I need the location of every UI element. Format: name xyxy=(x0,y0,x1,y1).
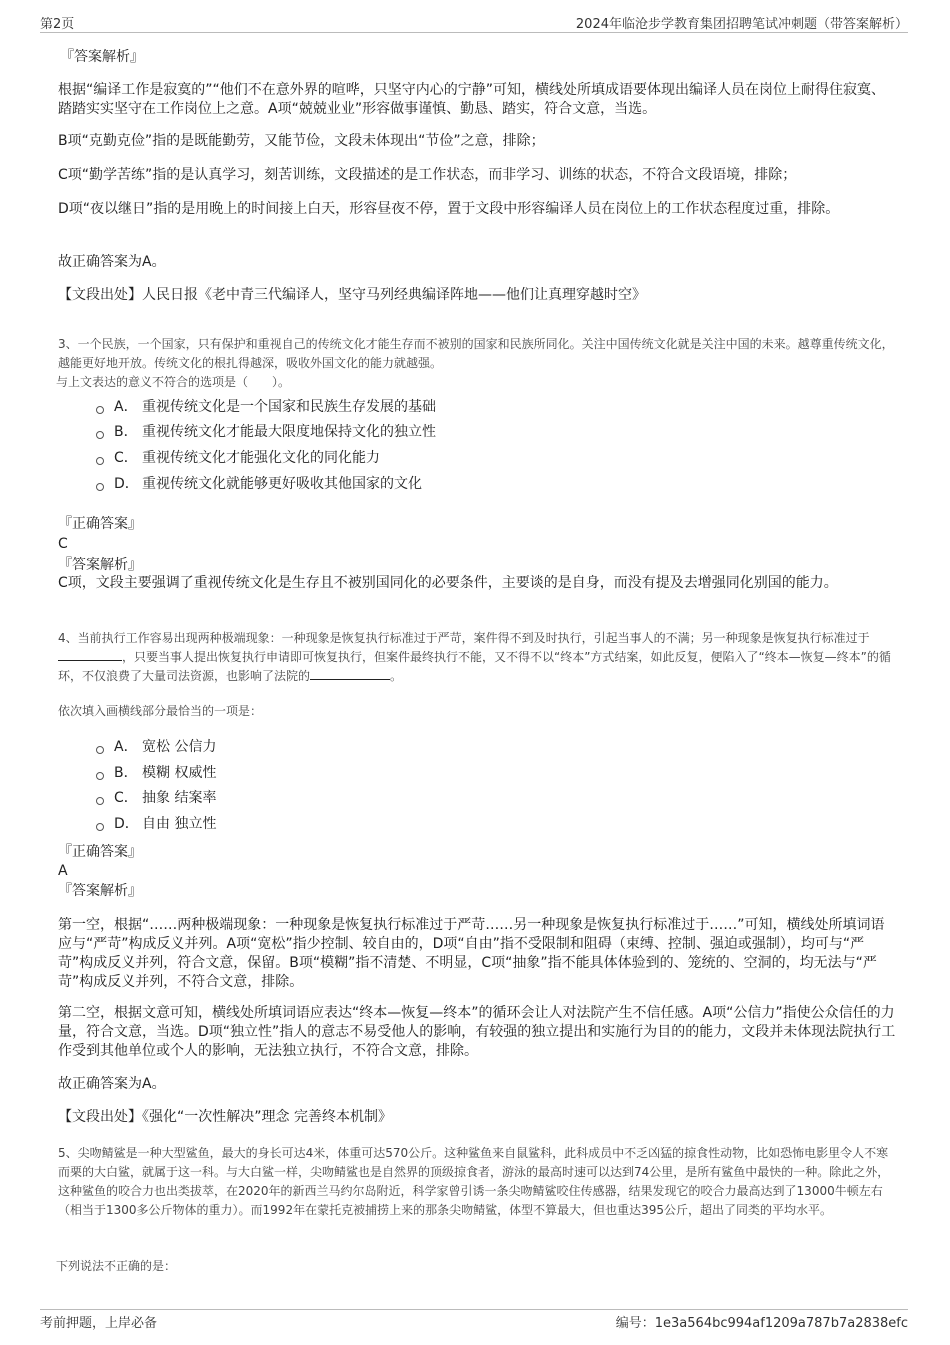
q2-analysis-para-1: 根据“编译工作是寂寞的”“他们不在意外界的喧哗，只坚守内心的宁静”可知，横线处所填成语要体现出编译人员在岗位上耐得住寂寞、踏踏实实坚守在工作岗位上之意。A项“兢兢业业”形容做事谨慎、勤恳、踏实，符合文意，当选。 xyxy=(58,82,886,117)
option-letter: C． xyxy=(114,450,138,466)
q4-stem xyxy=(58,629,898,686)
q3-option-b[interactable] xyxy=(96,423,436,442)
radio-icon[interactable] xyxy=(96,746,104,754)
q2-analysis-label: 『答案解析』 xyxy=(60,49,144,65)
radio-icon[interactable] xyxy=(96,483,104,491)
q4-answer: A xyxy=(58,863,68,879)
q4-option-a[interactable] xyxy=(96,738,216,757)
option-letter: B． xyxy=(114,424,138,440)
q2-source: 【文段出处】人民日报《老中青三代编译人，坚守马列经典编译阵地——他们让真理穿越时空》 xyxy=(58,287,646,303)
q3-option-d[interactable] xyxy=(96,475,422,494)
q4-analysis-para-2: 第二空，根据文意可知，横线处所填词语应表达“终本—恢复—终本”的循环会让人对法院产生不信任感。A项“公信力”指使公众信任的力量，符合文意，当选。D项“独立性”指人的意志不易受他人的影响，有较强的独立提出和实施行为目的的能力，文段并未体现法院执行工作受到其他单位或个人的影响，无法独立执行，不符合文意，排除。 xyxy=(58,1005,896,1059)
radio-icon[interactable] xyxy=(96,457,104,465)
radio-icon[interactable] xyxy=(96,797,104,805)
option-text: 模糊 权威性 xyxy=(142,765,217,781)
q3-answer-label: 『正确答案』 xyxy=(58,516,142,532)
document-code-value: 1e3a564bc994af1209a787b7a2838efc xyxy=(654,1316,908,1331)
q4-option-c[interactable] xyxy=(96,789,216,808)
q4-conclusion: 故正确答案为A。 xyxy=(58,1076,166,1092)
radio-icon[interactable] xyxy=(96,823,104,831)
option-letter: A． xyxy=(114,739,138,755)
option-letter: D． xyxy=(114,476,139,492)
option-text: 重视传统文化才能强化文化的同化能力 xyxy=(142,450,380,466)
blank-line xyxy=(310,667,390,680)
q2-analysis-para-2: B项“克勤克俭”指的是既能勤劳，又能节俭，文段未体现出“节俭”之意，排除； xyxy=(58,133,545,149)
footer-slogan: 考前押题，上岸必备 xyxy=(40,1316,158,1331)
q4-analysis-label: 『答案解析』 xyxy=(58,883,142,899)
document-code-label: 编号： xyxy=(615,1316,655,1331)
q4-stem-part-3: 。 xyxy=(390,669,403,683)
option-text: 抽象 结案率 xyxy=(142,790,217,806)
document-title: 2024年临沧步学教育集团招聘笔试冲刺题（带答案解析） xyxy=(575,17,908,32)
q3-question: 与上文表达的意义不符合的选项是（ ）。 xyxy=(56,375,291,389)
option-text: 重视传统文化才能最大限度地保持文化的独立性 xyxy=(142,424,436,440)
q4-question: 依次填入画横线部分最恰当的一项是： xyxy=(58,704,263,718)
q3-option-c[interactable] xyxy=(96,449,380,468)
q3-option-a[interactable] xyxy=(96,398,436,417)
footer-divider xyxy=(40,1309,908,1310)
q2-analysis-para-4: D项“夜以继日”指的是用晚上的时间接上白天，形容昼夜不停，置于文段中形容编译人员在岗位上的工作状态程度过重，排除。 xyxy=(58,201,840,217)
q5-stem: 5、尖吻鲭鲨是一种大型鲨鱼，最大的身长可达4米，体重可达570公斤。这种鲨鱼来自鼠鲨科，此科成员中不乏凶猛的掠食性动物，比如恐怖电影里令人不寒而栗的大白鲨，就属于这一科。与大白鲨一样，尖吻鲭鲨也是自然界的顶级掠食者，游泳的最高时速可以达到74公里，是所有鲨鱼中最快的一种。除此之外，这种鲨鱼的咬合力也出类拔萃，在2020年的新西兰马约尔岛附近，科学家曾引诱一条尖吻鲭鲨咬住传感器，结果发现它的咬合力最高达到了13000牛顿左右（相当于1300多公斤物体的重力）。而1992年在蒙托克被捕捞上来的那条尖吻鲭鲨，体型不算最大，但也重达395公斤，超出了同类的平均水平。 xyxy=(58,1146,890,1217)
q3-analysis: C项，文段主要强调了重视传统文化是生存且不被别国同化的必要条件，主要谈的是自身，而没有提及去增强同化别国的能力。 xyxy=(58,575,838,591)
q3-analysis-label: 『答案解析』 xyxy=(58,557,142,573)
q3-stem: 3、一个民族，一个国家，只有保护和重视自己的传统文化才能生存而不被别的国家和民族所同化。关注中国传统文化就是关注中国的未来。越尊重传统文化，越能更好地开放。传统文化的根扎得越深，吸收外国文化的能力就越强。 xyxy=(58,337,894,370)
option-letter: B． xyxy=(114,765,138,781)
option-text: 宽松 公信力 xyxy=(142,739,217,755)
q4-stem-part-2: ，只要当事人提出恢复执行申请即可恢复执行，但案件最终执行不能，又不得不以“终本”方式结案，如此反复，便陷入了“终本—恢复—终本”的循环，不仅浪费了大量司法资源，也影响了法院的 xyxy=(58,650,891,683)
page-number: 第2页 xyxy=(40,17,75,32)
document-code xyxy=(616,1312,908,1331)
q4-option-b[interactable] xyxy=(96,764,216,783)
option-text: 自由 独立性 xyxy=(142,816,217,832)
option-letter: D． xyxy=(114,816,139,832)
q4-analysis-para-1: 第一空，根据“……两种极端现象：一种现象是恢复执行标准过于严苛……另一种现象是恢复执行标准过于……”可知，横线处所填词语应与“严苛”构成反义并列。A项“宽松”指少控制、较自由的，D项“自由”指不受限制和阻碍（束缚、控制、强迫或强制），均可与“严苛”构成反义并列，符合文意，保留。B项“模糊”指不清楚、不明显，C项“抽象”指不能具体体验到的、笼统的、空洞的，均无法与“严苛”构成反义并列，不符合文意，排除。 xyxy=(58,917,885,990)
option-text: 重视传统文化就能够更好吸收其他国家的文化 xyxy=(142,476,422,492)
option-letter: A． xyxy=(114,399,138,415)
q4-stem-part-1: 4、当前执行工作容易出现两种极端现象：一种现象是恢复执行标准过于严苛，案件得不到及时执行，引起当事人的不满；另一种现象是恢复执行标准过于 xyxy=(58,631,870,645)
radio-icon[interactable] xyxy=(96,431,104,439)
q4-source: 【文段出处】《强化“一次性解决”理念 完善终本机制》 xyxy=(58,1109,392,1125)
q4-answer-label: 『正确答案』 xyxy=(58,844,142,860)
radio-icon[interactable] xyxy=(96,772,104,780)
q5-question: 下列说法不正确的是： xyxy=(56,1259,177,1273)
q2-conclusion: 故正确答案为A。 xyxy=(58,254,166,270)
blank-line xyxy=(58,648,122,661)
option-text: 重视传统文化是一个国家和民族生存发展的基础 xyxy=(142,399,436,415)
q2-analysis-para-3: C项“勤学苦练”指的是认真学习，刻苦训练，文段描述的是工作状态，而非学习、训练的状态，不符合文段语境，排除； xyxy=(58,167,797,183)
q4-option-d[interactable] xyxy=(96,815,216,834)
header-divider xyxy=(40,32,908,33)
radio-icon[interactable] xyxy=(96,406,104,414)
option-letter: C． xyxy=(114,790,138,806)
q3-answer: C xyxy=(58,536,68,552)
